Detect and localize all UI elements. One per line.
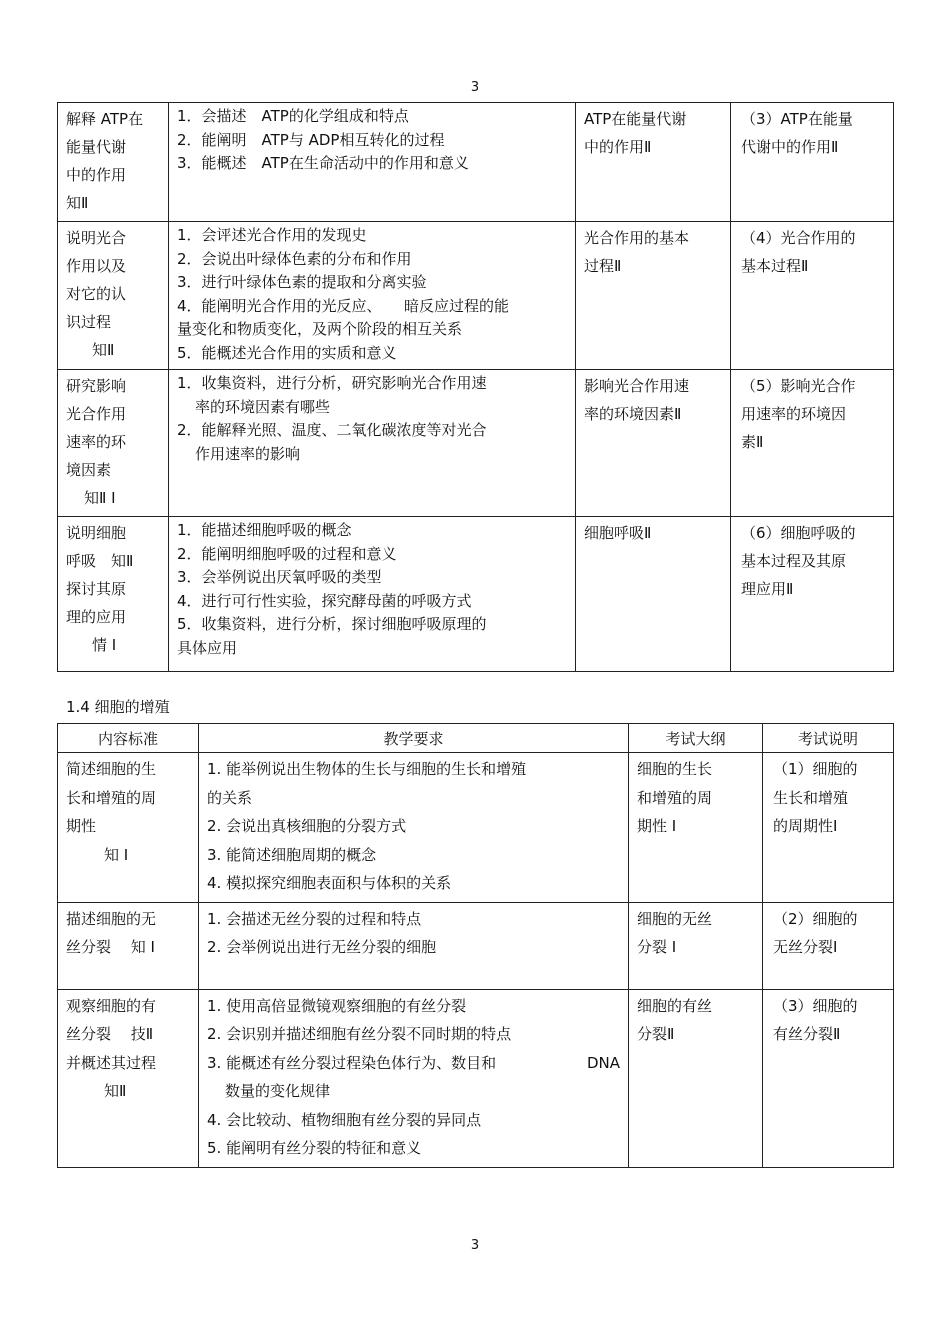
teaching-requirements-cell: 1．会评述光合作用的发现史 2．会说出叶绿体色素的分布和作用 3．进行叶绿体色素的提取和分离实验 4．能阐明光合作用的光反应、 暗反应过程的能 量变化和物质变化，及两个阶段的相互关系 5．能概述光合作用的实质和意义 — [169, 222, 576, 370]
exam-explanation-cell: （4）光合作用的 基本过程Ⅱ — [731, 222, 894, 370]
column-header: 考试大纲 — [629, 724, 763, 753]
table-row — [58, 753, 894, 903]
exam-outline-cell: 影响光合作用速 率的环境因素Ⅱ — [576, 370, 731, 517]
exam-explanation-cell: （3）ATP在能量 代谢中的作用Ⅱ — [731, 103, 894, 222]
column-header: 教学要求 — [199, 724, 629, 753]
exam-explanation-cell: （6）细胞呼吸的 基本过程及其原 理应用Ⅱ — [731, 517, 894, 672]
content-standard-cell: 描述细胞的无 丝分裂 知 Ⅰ — [58, 902, 199, 989]
column-header: 考试说明 — [763, 724, 894, 753]
content-standard-cell: 说明光合 作用以及 对它的认 识过程 知Ⅱ — [58, 222, 169, 370]
teaching-requirements-cell: 1. 使用高倍显微镜观察细胞的有丝分裂 2. 会识别并描述细胞有丝分裂不同时期的特点 3. 能概述有丝分裂过程染色体行为、数目和 DNA 数量的变化规律 4. 会比较动、植物细胞有丝分裂的异同点 5. 能阐明有丝分裂的特征和意义 — [199, 989, 629, 1167]
table-row — [58, 517, 894, 672]
table-row — [58, 902, 894, 989]
teaching-requirements-cell: 1. 能举例说出生物体的生长与细胞的生长和增殖 的关系 2. 会说出真核细胞的分裂方式 3. 能简述细胞周期的概念 4. 模拟探究细胞表面积与体积的关系 — [199, 753, 629, 903]
page-number-top: 3 — [470, 80, 480, 95]
exam-outline-cell: 细胞的无丝 分裂 Ⅰ — [629, 902, 763, 989]
content-standard-cell: 观察细胞的有 丝分裂 技Ⅱ 并概述其过程 知Ⅱ — [58, 989, 199, 1167]
exam-explanation-cell: （2）细胞的 无丝分裂Ⅰ — [763, 902, 894, 989]
exam-explanation-cell: （3）细胞的 有丝分裂Ⅱ — [763, 989, 894, 1167]
section-heading: 1.4 细胞的增殖 — [66, 698, 170, 716]
page-number-bottom: 3 — [470, 1238, 480, 1253]
exam-outline-cell: 光合作用的基本 过程Ⅱ — [576, 222, 731, 370]
teaching-requirements-cell: 1. 会描述无丝分裂的过程和特点 2. 会举例说出进行无丝分裂的细胞 — [199, 902, 629, 989]
table-header-row — [58, 724, 894, 753]
column-header: 内容标准 — [58, 724, 199, 753]
content-standard-cell: 解释 ATP在 能量代谢 中的作用 知Ⅱ — [58, 103, 169, 222]
teaching-requirements-cell: 1．会描述 ATP的化学组成和特点 2．能阐明 ATP与 ADP相互转化的过程 3．能概述 ATP在生命活动中的作用和意义 — [169, 103, 576, 222]
table-row — [58, 370, 894, 517]
table-row — [58, 222, 894, 370]
teaching-requirements-cell: 1．能描述细胞呼吸的概念 2．能阐明细胞呼吸的过程和意义 3．会举例说出厌氧呼吸的类型 4．进行可行性实验，探究酵母菌的呼吸方式 5．收集资料，进行分析，探讨细胞呼吸原理的 具体应用 — [169, 517, 576, 672]
content-standard-cell: 说明细胞 呼吸 知Ⅱ 探讨其原 理的应用 情 Ⅰ — [58, 517, 169, 672]
table-row — [58, 989, 894, 1167]
content-standard-cell: 研究影响 光合作用 速率的环 境因素 知Ⅱ Ⅰ — [58, 370, 169, 517]
exam-explanation-cell: （1）细胞的 生长和增殖 的周期性Ⅰ — [763, 753, 894, 903]
requirements-table-1 — [57, 102, 894, 672]
exam-outline-cell: 细胞的有丝 分裂Ⅱ — [629, 989, 763, 1167]
content-standard-cell: 简述细胞的生 长和增殖的周 期性 知 Ⅰ — [58, 753, 199, 903]
exam-outline-cell: ATP在能量代谢 中的作用Ⅱ — [576, 103, 731, 222]
exam-outline-cell: 细胞的生长 和增殖的周 期性 Ⅰ — [629, 753, 763, 903]
table-row — [58, 103, 894, 222]
teaching-requirements-cell: 1．收集资料，进行分析，研究影响光合作用速 率的环境因素有哪些 2．能解释光照、温度、二氧化碳浓度等对光合 作用速率的影响 — [169, 370, 576, 517]
exam-explanation-cell: （5）影响光合作 用速率的环境因 素Ⅱ — [731, 370, 894, 517]
requirements-table-2 — [57, 723, 894, 1168]
exam-outline-cell: 细胞呼吸Ⅱ — [576, 517, 731, 672]
